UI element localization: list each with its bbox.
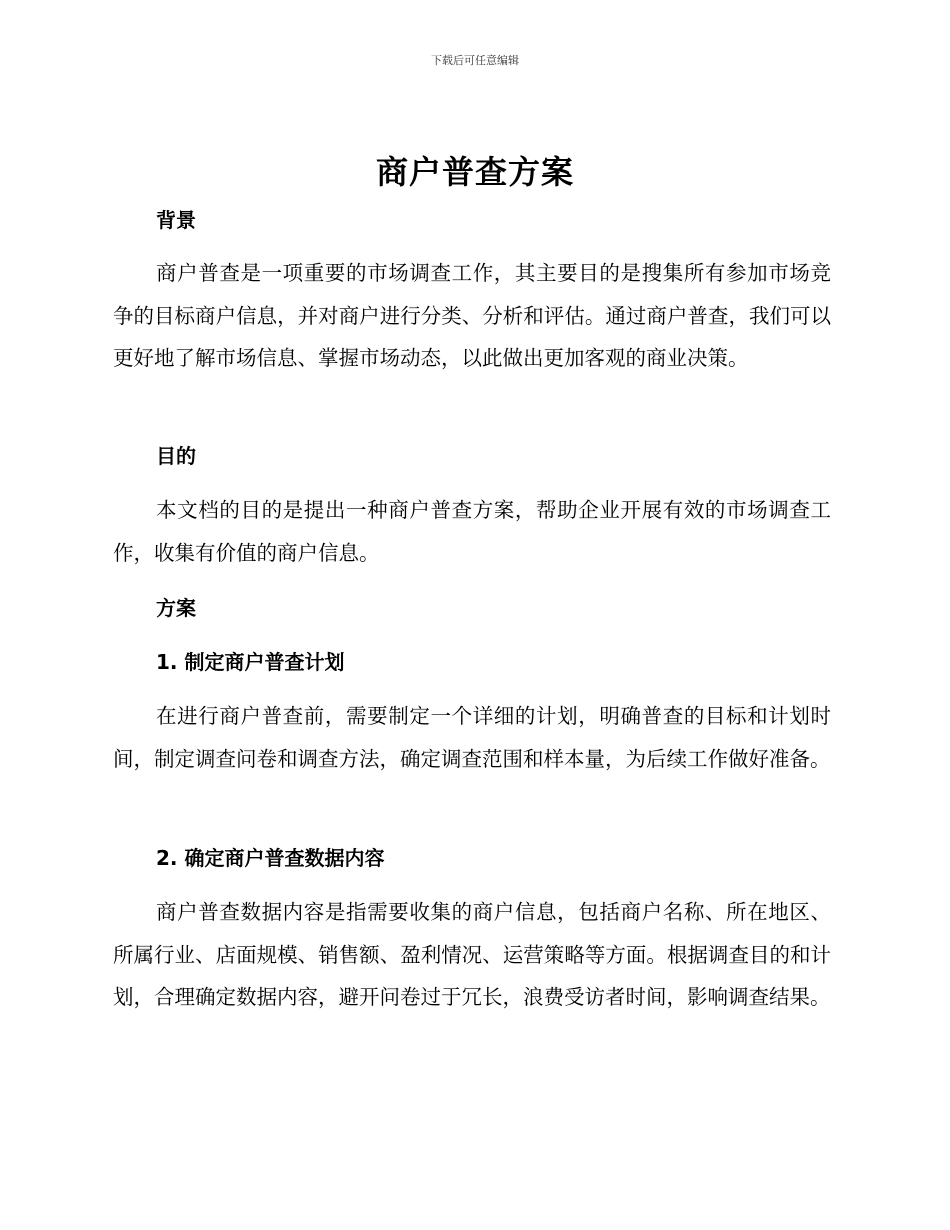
section-heading-purpose: 目的 [156,444,196,468]
section-paragraph-purpose: 本文档的目的是提出一种商户普查方案，帮助企业开展有效的市场调查工作，收集有价值的商户信息。 [113,498,831,565]
section-heading-plan: 方案 [156,596,196,620]
subsection-paragraph-plan-2: 商户普查数据内容是指需要收集的商户信息，包括商户名称、所在地区、所属行业、店面规模、销售额、盈利情况、运营策略等方面。根据调查目的和计划，合理确定数据内容，避开问卷过于冗长，浪费受访者时间，影响调查结果。 [113,900,831,1009]
section-heading-background: 背景 [156,208,196,232]
section-paragraph-background: 商户普查是一项重要的市场调查工作，其主要目的是搜集所有参加市场竞争的目标商户信息，并对商户进行分类、分析和评估。通过商户普查，我们可以更好地了解市场信息、掌握市场动态，以此做出更加客观的商业决策。 [113,261,831,370]
subsection-heading-plan-2: 2. 确定商户普查数据内容 [156,846,385,870]
subsection-heading-plan-1: 1. 制定商户普查计划 [156,650,345,674]
page-header-note: 下载后可任意编辑 [431,54,519,67]
subsection-paragraph-plan-1: 在进行商户普查前，需要制定一个详细的计划，明确普查的目标和计划时间，制定调查问卷和调查方法，确定调查范围和样本量，为后续工作做好准备。 [113,704,831,771]
document-title: 商户普查方案 [375,153,574,191]
